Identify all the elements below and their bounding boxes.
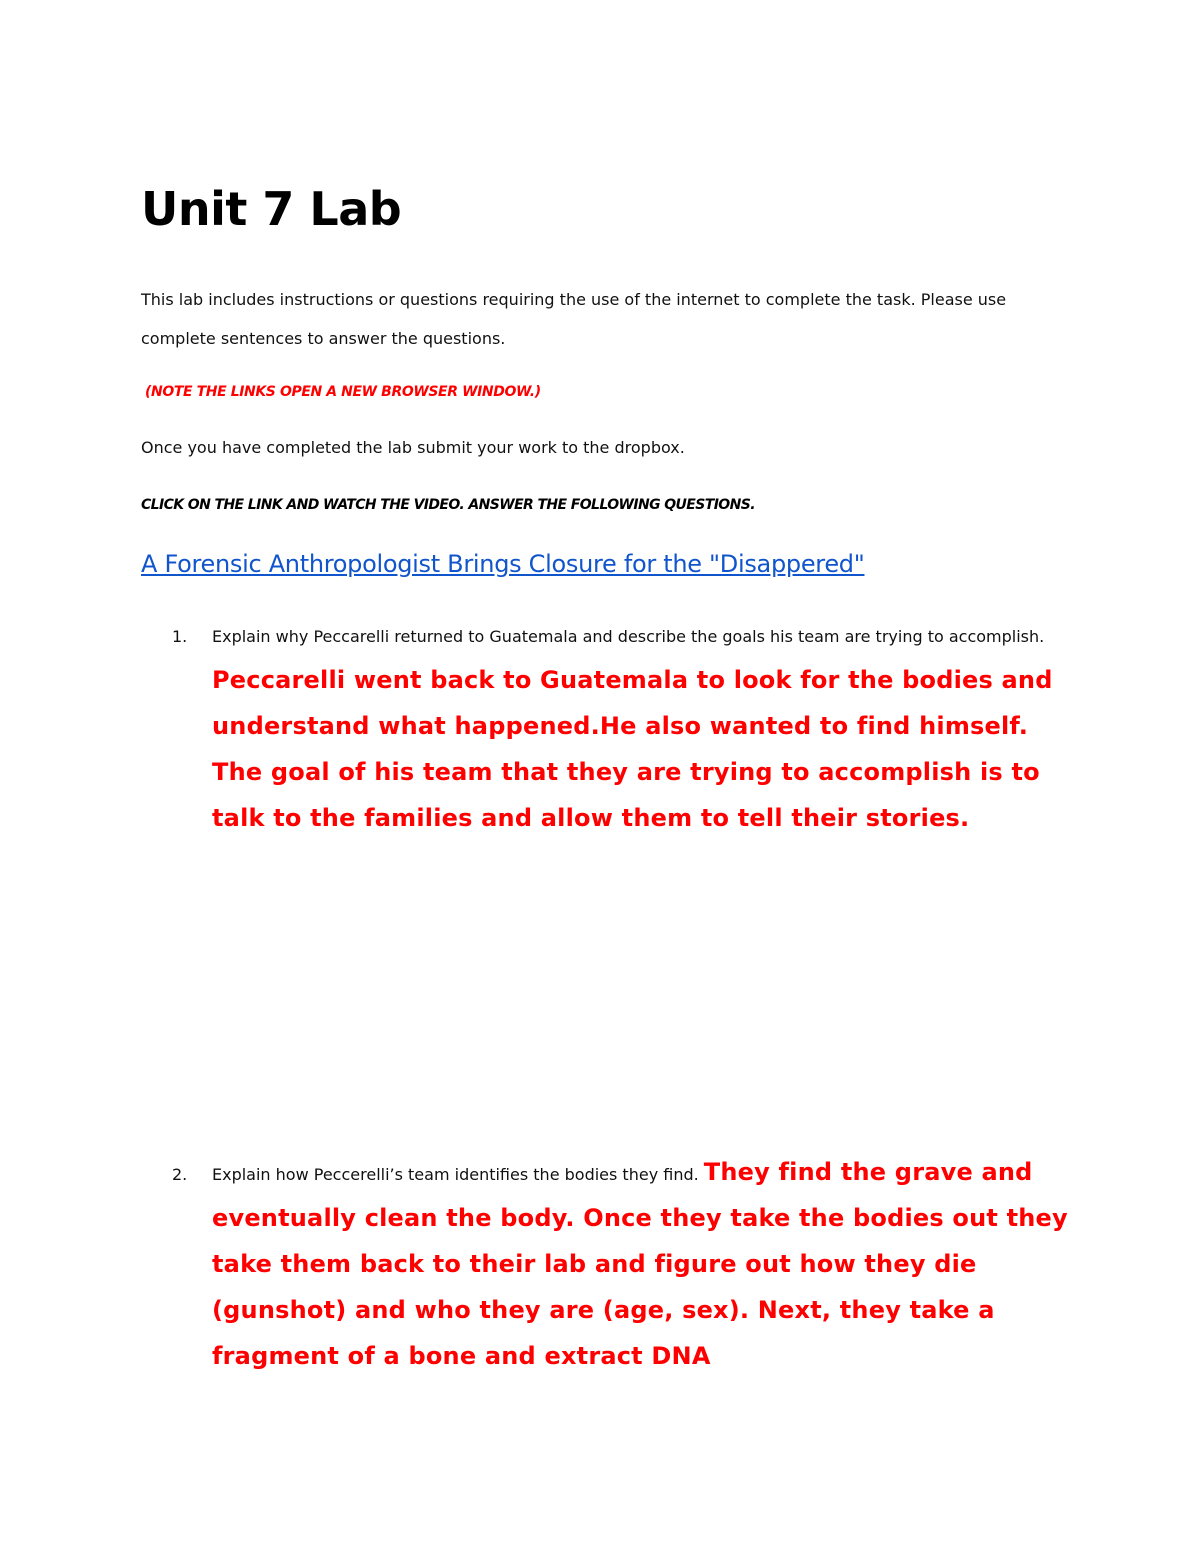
- submit-instructions: Once you have completed the lab submit your work to the dropbox.: [141, 438, 685, 457]
- question-body-1: [212, 614, 1072, 844]
- video-link[interactable]: A Forensic Anthropologist Brings Closure for the "Disappered": [141, 550, 865, 578]
- answer-text-1[interactable]: Peccarelli went back to Guatemala to look for the bodies and understand what happened.He also wanted to find himself. The goal of his team that they are trying to accomplish is to talk to the families and allow them to tell their stories.: [212, 666, 1053, 832]
- question-prompt-1: Explain why Peccarelli returned to Guatemala and describe the goals his team are trying to accomplish.: [212, 627, 1045, 646]
- question-body-2: [212, 1152, 1072, 1382]
- question-prompt-2: Explain how Peccerelli’s team identifies the bodies they find.: [212, 1165, 704, 1184]
- browser-window-note: (NOTE THE LINKS OPEN A NEW BROWSER WINDOW.): [145, 384, 541, 400]
- question-number-2: 2.: [172, 1165, 188, 1184]
- answer-text-2[interactable]: They find the grave and eventually clean the body. Once they take the bodies out they take them back to their lab and figure out how they die (gunshot) and who they are (age, sex). Next, they take a fragment of a bone and extract DNA: [212, 1158, 1068, 1370]
- video-instructions: CLICK ON THE LINK AND WATCH THE VIDEO. ANSWER THE FOLLOWING QUESTIONS.: [141, 497, 755, 513]
- page-title: Unit 7 Lab: [141, 182, 402, 236]
- question-number-1: 1.: [172, 627, 188, 646]
- intro-paragraph: This lab includes instructions or questions requiring the use of the internet to complete the task. Please use complete sentences to answer the questions.: [141, 290, 1007, 348]
